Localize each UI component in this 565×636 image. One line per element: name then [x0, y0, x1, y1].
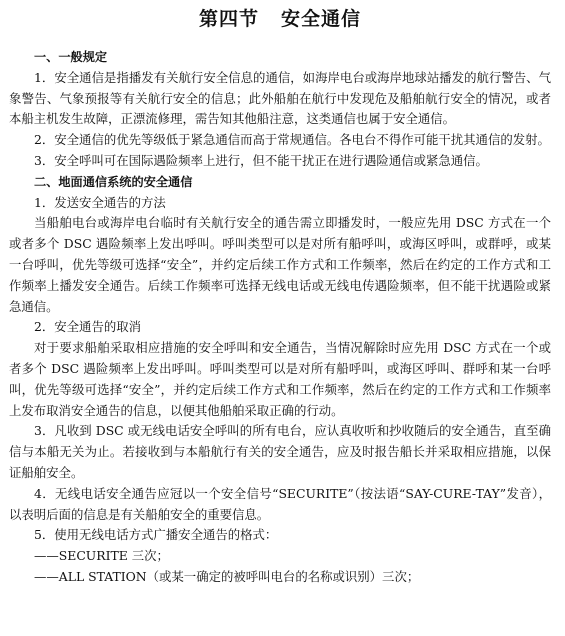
- heading-terrestrial-safety: 二、地面通信系统的安全通信: [34, 174, 193, 189]
- section-title: [9, 0, 551, 38]
- paragraph: 2．安全通信的优先等级低于紧急通信而高于常规通信。各电台不得作可能干扰其通信的发射。: [34, 132, 550, 148]
- paragraph: 1．安全通信是指播发有关航行安全信息的通信，如海岸电台或海岸地球站播发的航行警告、气象警告、气象预报等有关航行安全的信息；此外船舶在航行中发现危及船舶航行安全的情况，或者本船主机发生故障，正漂流修理，需告知其他船注意，这类通信也属于安全通信。: [9, 69, 551, 127]
- list-item: ——ALL STATION（或某一确定的被呼叫电台的名称或识别）三次；: [34, 568, 420, 584]
- paragraph: 2．安全通告的取消: [34, 319, 142, 335]
- paragraph: 4．无线电话安全通告应冠以一个安全信号“SECURITE”（按法语“SAY-CURE-TAY”发音），以表明后面的信息是有关船舶安全的重要信息。: [9, 485, 551, 522]
- paragraph: 当船舶电台或海岸电台临时有关航行安全的通告需立即播发时，一般应先用 DSC 方式在一个或者多个 DSC 遇险频率上发出呼叫。呼叫类型可以是对所有船呼叫，或海区呼叫，或群呼，或某一台呼叫，优先等级可选择“安全”，并约定后续工作方式和工作频率，然后在约定的工作方式和工作频率上播发安全通告。后续工作频率可选择无线电话或无线电传遇险频率，但不能干扰遇险或紧急通信。: [9, 215, 551, 314]
- section-number: 第四节: [198, 8, 259, 30]
- document-body: [9, 47, 551, 588]
- paragraph: 5．使用无线电话方式广播安全通告的格式：: [34, 527, 278, 543]
- section-name: 安全通信: [281, 8, 362, 30]
- paragraph: 3．凡收到 DSC 或无线电话安全呼叫的所有电台，应认真收听和抄收随后的安全通告，直至确信与本船无关为止。若接收到与本船航行有关的安全通告，应及时报告船长并采取相应措施，以保证船舶安全。: [9, 423, 551, 480]
- heading-general-rules: 一、一般规定: [34, 50, 108, 64]
- paragraph: 1．发送安全通告的方法: [34, 194, 166, 210]
- paragraph: 对于要求船舶采取相应措施的安全呼叫和安全通告，当情况解除时应先用 DSC 方式在一个或者多个 DSC 遇险频率上发出呼叫。呼叫类型可以是对所有船呼叫，或海区呼叫、群呼和某一台呼叫，优先等级可选择“安全”，并约定后续工作方式和工作频率，然后在约定的工作方式和工作频率上发布取消安全通告的信息，以便其他船舶采取正确的行动。: [9, 340, 551, 418]
- list-item: ——SECURITE 三次；: [34, 548, 169, 564]
- paragraph: 3．安全呼叫可在国际遇险频率上进行，但不能干扰正在进行遇险通信或紧急通信。: [34, 152, 488, 168]
